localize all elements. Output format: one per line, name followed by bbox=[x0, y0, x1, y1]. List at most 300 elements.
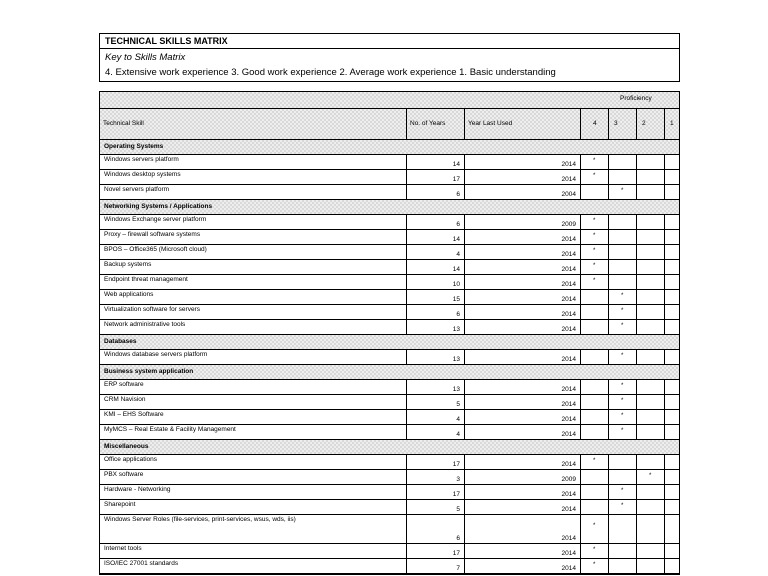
last-used-cell bbox=[464, 245, 580, 259]
section-title: Miscellaneous bbox=[104, 443, 149, 450]
proficiency-cell-2 bbox=[636, 320, 664, 334]
proficiency-cell-1 bbox=[664, 395, 680, 409]
proficiency-cell-4 bbox=[580, 185, 608, 199]
last-used-value: 2014 bbox=[561, 506, 576, 513]
proficiency-cell-1 bbox=[664, 410, 680, 424]
proficiency-cell-4 bbox=[580, 559, 608, 573]
last-used-value: 2014 bbox=[561, 281, 576, 288]
skill-cell bbox=[100, 170, 406, 184]
proficiency-cell-3 bbox=[608, 485, 636, 499]
key-description: 4. Extensive work experience 3. Good work experience 2. Average work experience 1. Basic understanding bbox=[105, 67, 556, 78]
proficiency-cell-2 bbox=[636, 485, 664, 499]
proficiency-cell-2 bbox=[636, 170, 664, 184]
proficiency-cell-1 bbox=[664, 544, 680, 558]
skill-name: Sharepoint bbox=[104, 501, 136, 508]
years-value: 15 bbox=[452, 296, 460, 303]
table-row bbox=[100, 185, 679, 200]
proficiency-cell-1 bbox=[664, 245, 680, 259]
proficiency-mark: * bbox=[593, 248, 596, 254]
proficiency-header-row bbox=[100, 92, 679, 109]
proficiency-cell-2 bbox=[636, 245, 664, 259]
years-value: 17 bbox=[452, 176, 460, 183]
proficiency-mark: * bbox=[649, 473, 652, 479]
skill-cell bbox=[100, 485, 406, 499]
last-used-value: 2014 bbox=[561, 251, 576, 258]
header-level-3: 3 bbox=[608, 109, 636, 139]
table-row bbox=[100, 470, 679, 485]
proficiency-cell-1 bbox=[664, 230, 680, 244]
header-last-used: Year Last Used bbox=[464, 109, 580, 139]
proficiency-cell-1 bbox=[664, 260, 680, 274]
proficiency-cell-1 bbox=[664, 215, 680, 229]
proficiency-mark: * bbox=[621, 323, 624, 329]
years-value: 5 bbox=[456, 401, 460, 408]
document-title: TECHNICAL SKILLS MATRIX bbox=[100, 34, 679, 49]
last-used-value: 2014 bbox=[561, 550, 576, 557]
proficiency-mark: * bbox=[621, 293, 624, 299]
skill-name: MyMCS – Real Estate & Facility Management bbox=[104, 426, 236, 433]
years-value: 4 bbox=[456, 431, 460, 438]
proficiency-mark: * bbox=[593, 458, 596, 464]
skill-cell bbox=[100, 410, 406, 424]
table-row bbox=[100, 305, 679, 320]
years-value: 6 bbox=[456, 311, 460, 318]
last-used-value: 2009 bbox=[561, 221, 576, 228]
last-used-cell bbox=[464, 515, 580, 543]
last-used-cell bbox=[464, 215, 580, 229]
proficiency-cell-3 bbox=[608, 544, 636, 558]
proficiency-label: Proficiency bbox=[620, 95, 652, 102]
proficiency-cell-1 bbox=[664, 455, 680, 469]
proficiency-cell-1 bbox=[664, 470, 680, 484]
proficiency-cell-4 bbox=[580, 485, 608, 499]
proficiency-mark: * bbox=[593, 263, 596, 269]
proficiency-cell-4 bbox=[580, 395, 608, 409]
skill-cell bbox=[100, 559, 406, 573]
section-header bbox=[100, 335, 679, 350]
proficiency-cell-4 bbox=[580, 230, 608, 244]
proficiency-cell-1 bbox=[664, 275, 680, 289]
years-cell bbox=[406, 470, 464, 484]
proficiency-cell-3 bbox=[608, 515, 636, 543]
proficiency-cell-4 bbox=[580, 380, 608, 394]
table-row bbox=[100, 215, 679, 230]
proficiency-mark: * bbox=[593, 562, 596, 568]
table-body bbox=[100, 140, 679, 574]
last-used-value: 2014 bbox=[561, 296, 576, 303]
proficiency-cell-1 bbox=[664, 320, 680, 334]
proficiency-cell-4 bbox=[580, 290, 608, 304]
proficiency-mark: * bbox=[593, 278, 596, 284]
proficiency-cell-4 bbox=[580, 410, 608, 424]
table-row bbox=[100, 320, 679, 335]
last-used-cell bbox=[464, 500, 580, 514]
years-value: 6 bbox=[456, 535, 460, 542]
last-used-value: 2004 bbox=[561, 191, 576, 198]
skill-name: Endpoint threat management bbox=[104, 276, 188, 283]
header-technical-skill: Technical Skill bbox=[103, 120, 144, 127]
skill-cell bbox=[100, 305, 406, 319]
years-value: 13 bbox=[452, 356, 460, 363]
table-row bbox=[100, 425, 679, 440]
years-value: 14 bbox=[452, 266, 460, 273]
skill-cell bbox=[100, 155, 406, 169]
proficiency-cell-1 bbox=[664, 425, 680, 439]
last-used-value: 2014 bbox=[561, 326, 576, 333]
key-title: Key to Skills Matrix bbox=[105, 52, 186, 63]
skill-cell bbox=[100, 275, 406, 289]
table-row bbox=[100, 290, 679, 305]
proficiency-mark: * bbox=[621, 383, 624, 389]
skill-cell bbox=[100, 350, 406, 364]
years-cell bbox=[406, 350, 464, 364]
years-cell bbox=[406, 275, 464, 289]
proficiency-cell-2 bbox=[636, 470, 664, 484]
skill-cell bbox=[100, 215, 406, 229]
years-value: 13 bbox=[452, 386, 460, 393]
last-used-value: 2014 bbox=[561, 401, 576, 408]
section-header bbox=[100, 365, 679, 380]
table-row bbox=[100, 485, 679, 500]
last-used-cell bbox=[464, 290, 580, 304]
proficiency-mark: * bbox=[621, 488, 624, 494]
skill-name: Office applications bbox=[104, 456, 157, 463]
skill-cell bbox=[100, 230, 406, 244]
proficiency-cell-2 bbox=[636, 425, 664, 439]
years-value: 17 bbox=[452, 550, 460, 557]
last-used-value: 2014 bbox=[561, 431, 576, 438]
table-row bbox=[100, 155, 679, 170]
last-used-cell bbox=[464, 230, 580, 244]
last-used-value: 2014 bbox=[561, 266, 576, 273]
last-used-cell bbox=[464, 559, 580, 573]
proficiency-cell-4 bbox=[580, 515, 608, 543]
table-row bbox=[100, 544, 679, 559]
proficiency-cell-1 bbox=[664, 485, 680, 499]
proficiency-cell-4 bbox=[580, 544, 608, 558]
last-used-value: 2014 bbox=[561, 176, 576, 183]
section-title: Databases bbox=[104, 338, 137, 345]
last-used-cell bbox=[464, 275, 580, 289]
proficiency-cell-4 bbox=[580, 245, 608, 259]
proficiency-cell-4 bbox=[580, 320, 608, 334]
skill-name: ISO/IEC 27001 standards bbox=[104, 560, 179, 567]
years-cell bbox=[406, 230, 464, 244]
last-used-value: 2014 bbox=[561, 416, 576, 423]
skill-name: Hardware - Networking bbox=[104, 486, 171, 493]
proficiency-cell-1 bbox=[664, 500, 680, 514]
skill-cell bbox=[100, 470, 406, 484]
skill-name: Network administrative tools bbox=[104, 321, 186, 328]
last-used-cell bbox=[464, 455, 580, 469]
skill-name: Internet tools bbox=[104, 545, 142, 552]
last-used-value: 2014 bbox=[561, 161, 576, 168]
proficiency-cell-4 bbox=[580, 275, 608, 289]
proficiency-cell-4 bbox=[580, 215, 608, 229]
years-value: 6 bbox=[456, 191, 460, 198]
proficiency-cell-3 bbox=[608, 559, 636, 573]
section-header bbox=[100, 200, 679, 215]
last-used-cell bbox=[464, 185, 580, 199]
proficiency-cell-2 bbox=[636, 350, 664, 364]
proficiency-cell-3 bbox=[608, 350, 636, 364]
section-header bbox=[100, 140, 679, 155]
table-row bbox=[100, 275, 679, 290]
years-value: 14 bbox=[452, 236, 460, 243]
years-cell bbox=[406, 559, 464, 573]
skill-name: BPOS – Office365 (Microsoft cloud) bbox=[104, 246, 207, 253]
years-value: 7 bbox=[456, 565, 460, 572]
years-cell bbox=[406, 515, 464, 543]
header-years: No. of Years bbox=[406, 109, 464, 139]
years-value: 5 bbox=[456, 506, 460, 513]
skill-cell bbox=[100, 544, 406, 558]
last-used-cell bbox=[464, 485, 580, 499]
proficiency-cell-2 bbox=[636, 515, 664, 543]
proficiency-cell-2 bbox=[636, 215, 664, 229]
last-used-cell bbox=[464, 350, 580, 364]
years-value: 14 bbox=[452, 161, 460, 168]
section-title: Networking Systems / Applications bbox=[104, 203, 213, 210]
last-used-cell bbox=[464, 395, 580, 409]
section-title: Operating Systems bbox=[104, 143, 164, 150]
last-used-value: 2014 bbox=[561, 535, 576, 542]
years-cell bbox=[406, 500, 464, 514]
proficiency-cell-2 bbox=[636, 395, 664, 409]
proficiency-cell-1 bbox=[664, 290, 680, 304]
proficiency-cell-2 bbox=[636, 410, 664, 424]
last-used-cell bbox=[464, 155, 580, 169]
skill-name: Virtualization software for servers bbox=[104, 306, 200, 313]
proficiency-mark: * bbox=[621, 398, 624, 404]
proficiency-cell-2 bbox=[636, 230, 664, 244]
years-value: 4 bbox=[456, 416, 460, 423]
years-cell bbox=[406, 455, 464, 469]
skill-cell bbox=[100, 515, 406, 543]
proficiency-cell-1 bbox=[664, 185, 680, 199]
proficiency-cell-3 bbox=[608, 320, 636, 334]
years-cell bbox=[406, 395, 464, 409]
last-used-value: 2014 bbox=[561, 386, 576, 393]
table-row bbox=[100, 515, 679, 544]
years-value: 4 bbox=[456, 251, 460, 258]
skill-name: Novel servers platform bbox=[104, 186, 170, 193]
skill-name: Windows Server Roles (file-services, print-services, wsus, wds, iis) bbox=[104, 516, 296, 523]
proficiency-cell-2 bbox=[636, 290, 664, 304]
proficiency-cell-3 bbox=[608, 380, 636, 394]
skill-cell bbox=[100, 380, 406, 394]
years-cell bbox=[406, 410, 464, 424]
header-level-4: 4 bbox=[580, 109, 608, 139]
years-cell bbox=[406, 155, 464, 169]
table-row bbox=[100, 500, 679, 515]
column-header-row bbox=[100, 109, 679, 140]
proficiency-cell-4 bbox=[580, 170, 608, 184]
proficiency-mark: * bbox=[593, 233, 596, 239]
table-row bbox=[100, 260, 679, 275]
years-cell bbox=[406, 185, 464, 199]
proficiency-cell-2 bbox=[636, 275, 664, 289]
skill-cell bbox=[100, 290, 406, 304]
years-value: 3 bbox=[456, 476, 460, 483]
years-cell bbox=[406, 245, 464, 259]
skill-cell bbox=[100, 455, 406, 469]
skill-cell bbox=[100, 185, 406, 199]
proficiency-cell-2 bbox=[636, 305, 664, 319]
proficiency-cell-3 bbox=[608, 395, 636, 409]
last-used-cell bbox=[464, 425, 580, 439]
years-cell bbox=[406, 380, 464, 394]
proficiency-cell-4 bbox=[580, 350, 608, 364]
proficiency-mark: * bbox=[621, 428, 624, 434]
proficiency-cell-2 bbox=[636, 500, 664, 514]
proficiency-cell-1 bbox=[664, 155, 680, 169]
proficiency-cell-1 bbox=[664, 350, 680, 364]
skill-name: Web applications bbox=[104, 291, 154, 298]
years-cell bbox=[406, 290, 464, 304]
last-used-value: 2014 bbox=[561, 461, 576, 468]
table-row bbox=[100, 410, 679, 425]
proficiency-cell-2 bbox=[636, 380, 664, 394]
last-used-value: 2014 bbox=[561, 236, 576, 243]
last-used-cell bbox=[464, 305, 580, 319]
years-cell bbox=[406, 215, 464, 229]
proficiency-mark: * bbox=[593, 218, 596, 224]
proficiency-cell-3 bbox=[608, 170, 636, 184]
years-value: 17 bbox=[452, 461, 460, 468]
last-used-value: 2014 bbox=[561, 565, 576, 572]
proficiency-cell-2 bbox=[636, 559, 664, 573]
proficiency-cell-4 bbox=[580, 455, 608, 469]
skill-cell bbox=[100, 395, 406, 409]
proficiency-cell-3 bbox=[608, 305, 636, 319]
last-used-value: 2009 bbox=[561, 476, 576, 483]
last-used-cell bbox=[464, 380, 580, 394]
skill-cell bbox=[100, 500, 406, 514]
proficiency-cell-3 bbox=[608, 215, 636, 229]
years-value: 10 bbox=[452, 281, 460, 288]
matrix-header-box bbox=[99, 33, 680, 82]
last-used-cell bbox=[464, 544, 580, 558]
years-cell bbox=[406, 170, 464, 184]
table-row bbox=[100, 559, 679, 574]
proficiency-cell-3 bbox=[608, 260, 636, 274]
table-row bbox=[100, 230, 679, 245]
skill-cell bbox=[100, 260, 406, 274]
proficiency-cell-3 bbox=[608, 185, 636, 199]
last-used-value: 2014 bbox=[561, 311, 576, 318]
skill-name: Backup systems bbox=[104, 261, 152, 268]
proficiency-cell-1 bbox=[664, 380, 680, 394]
skill-cell bbox=[100, 245, 406, 259]
years-cell bbox=[406, 260, 464, 274]
skill-name: Proxy – firewall software systems bbox=[104, 231, 201, 238]
last-used-cell bbox=[464, 410, 580, 424]
proficiency-cell-4 bbox=[580, 305, 608, 319]
last-used-cell bbox=[464, 170, 580, 184]
skill-name: Windows desktop systems bbox=[104, 171, 181, 178]
table-row bbox=[100, 395, 679, 410]
header-level-2: 2 bbox=[636, 109, 664, 139]
proficiency-cell-3 bbox=[608, 410, 636, 424]
skill-name: KMI – EHS Software bbox=[104, 411, 164, 418]
proficiency-cell-1 bbox=[664, 559, 680, 573]
proficiency-mark: * bbox=[593, 173, 596, 179]
proficiency-cell-3 bbox=[608, 155, 636, 169]
years-cell bbox=[406, 425, 464, 439]
proficiency-mark: * bbox=[621, 188, 624, 194]
years-cell bbox=[406, 544, 464, 558]
section-header bbox=[100, 440, 679, 455]
years-value: 17 bbox=[452, 491, 460, 498]
proficiency-cell-2 bbox=[636, 544, 664, 558]
proficiency-cell-2 bbox=[636, 260, 664, 274]
skill-cell bbox=[100, 320, 406, 334]
proficiency-mark: * bbox=[621, 413, 624, 419]
proficiency-cell-3 bbox=[608, 500, 636, 514]
skill-name: PBX software bbox=[104, 471, 144, 478]
proficiency-cell-1 bbox=[664, 170, 680, 184]
proficiency-mark: * bbox=[621, 353, 624, 359]
proficiency-cell-3 bbox=[608, 230, 636, 244]
proficiency-cell-3 bbox=[608, 455, 636, 469]
proficiency-cell-4 bbox=[580, 470, 608, 484]
proficiency-mark: * bbox=[593, 158, 596, 164]
proficiency-mark: * bbox=[593, 547, 596, 553]
proficiency-cell-1 bbox=[664, 515, 680, 543]
proficiency-cell-4 bbox=[580, 425, 608, 439]
proficiency-cell-1 bbox=[664, 305, 680, 319]
proficiency-cell-3 bbox=[608, 290, 636, 304]
table-row bbox=[100, 350, 679, 365]
skill-name: Windows Exchange server platform bbox=[104, 216, 207, 223]
proficiency-cell-2 bbox=[636, 185, 664, 199]
last-used-cell bbox=[464, 320, 580, 334]
proficiency-cell-4 bbox=[580, 260, 608, 274]
skill-name: Windows servers platform bbox=[104, 156, 179, 163]
proficiency-cell-3 bbox=[608, 470, 636, 484]
skill-name: Windows database servers platform bbox=[104, 351, 208, 358]
proficiency-cell-3 bbox=[608, 275, 636, 289]
years-cell bbox=[406, 305, 464, 319]
table-row bbox=[100, 455, 679, 470]
proficiency-cell-4 bbox=[580, 155, 608, 169]
years-cell bbox=[406, 320, 464, 334]
proficiency-cell-2 bbox=[636, 155, 664, 169]
last-used-value: 2014 bbox=[561, 491, 576, 498]
last-used-cell bbox=[464, 470, 580, 484]
last-used-value: 2014 bbox=[561, 356, 576, 363]
skill-cell bbox=[100, 425, 406, 439]
proficiency-cell-4 bbox=[580, 500, 608, 514]
proficiency-mark: * bbox=[593, 523, 596, 529]
header-level-1: 1 bbox=[664, 109, 680, 139]
years-value: 6 bbox=[456, 221, 460, 228]
proficiency-cell-2 bbox=[636, 455, 664, 469]
years-cell bbox=[406, 485, 464, 499]
table-row bbox=[100, 170, 679, 185]
section-title: Business system application bbox=[104, 368, 194, 375]
table-row bbox=[100, 245, 679, 260]
table-row bbox=[100, 380, 679, 395]
proficiency-mark: * bbox=[621, 503, 624, 509]
proficiency-cell-3 bbox=[608, 245, 636, 259]
proficiency-mark: * bbox=[621, 308, 624, 314]
proficiency-cell-3 bbox=[608, 425, 636, 439]
years-value: 13 bbox=[452, 326, 460, 333]
skills-matrix-table bbox=[99, 91, 680, 575]
skill-name: CRM Navision bbox=[104, 396, 146, 403]
